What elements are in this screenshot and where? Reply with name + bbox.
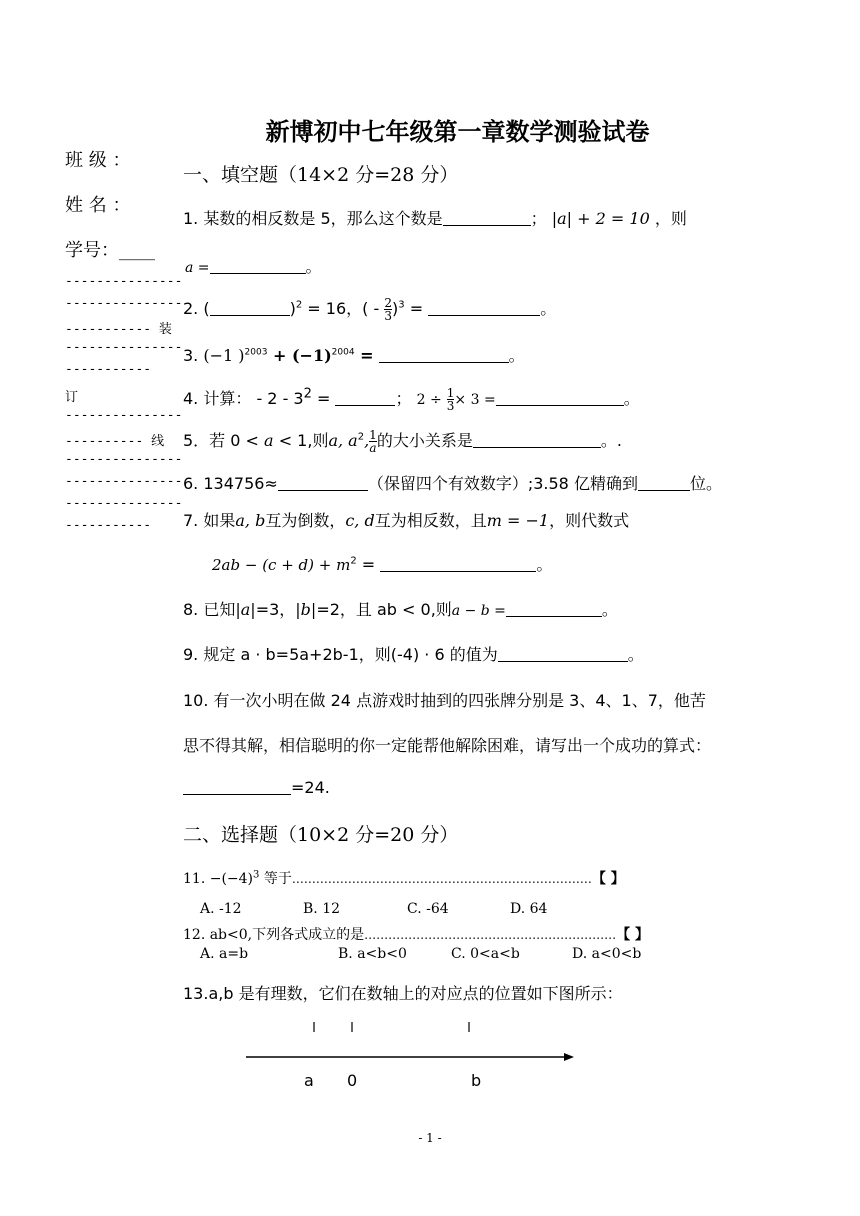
- q11-exp: 3: [253, 869, 260, 881]
- question-7: [183, 508, 629, 531]
- q2-exp-b: 3: [398, 299, 405, 311]
- q7-text-c: 互为相反数，且: [374, 511, 487, 530]
- class-label: 班 级 ：: [65, 150, 131, 171]
- q3-exp: 2003: [244, 347, 268, 358]
- q9-text: 9. 规定 a · b=5a+2b-1，则(-4) · 6 的值为: [183, 645, 498, 664]
- question-4: [183, 386, 640, 412]
- q7-m: m = −1: [486, 511, 550, 530]
- question-8: [183, 597, 618, 620]
- q3-num: 3.: [183, 346, 199, 365]
- q3-base-b: + (−1): [267, 346, 332, 365]
- q8-text: 8. 已知: [183, 600, 236, 619]
- answer-bracket: 【 】: [616, 927, 649, 943]
- q8-expr: a − b =: [451, 603, 506, 619]
- q7-text-b: 互为倒数，: [265, 511, 346, 530]
- q12-option-d: D. a<0<b: [572, 946, 642, 962]
- q4-text: 4. 计算： - 2 - 3: [183, 389, 304, 408]
- question-2: [183, 296, 556, 322]
- name-label: 姓 名 ：: [65, 195, 131, 216]
- q12-option-a: A. a=b: [200, 946, 249, 962]
- q5-text: 5．若 0 <: [183, 431, 259, 450]
- binding-line: -----------: [65, 362, 152, 377]
- answer-blank: [498, 645, 628, 662]
- answer-blank: [183, 778, 291, 795]
- leader-dots: …………………………………………………………………: [291, 872, 592, 886]
- q7-end: 。: [536, 555, 553, 574]
- q7-vars-cd: c, d: [345, 511, 375, 530]
- q2-end: 。: [540, 299, 557, 318]
- q7-eq: =: [356, 555, 376, 574]
- q1-text: 1. 某数的相反数是 5，那么这个数是: [183, 209, 443, 228]
- label-zero: 0: [347, 1071, 358, 1090]
- binding-line: ----------- 装: [65, 322, 172, 337]
- q4-exp: 2: [303, 386, 312, 402]
- q11-rest: 等于: [259, 871, 292, 887]
- q5-exp: 2: [357, 431, 365, 443]
- question-3: [183, 343, 525, 366]
- binding-line: ---------------: [65, 296, 183, 311]
- arrow-head: [564, 1053, 574, 1061]
- q6-text: 6. 134756≈: [183, 474, 278, 493]
- q6-text-b: （保留四个有效数字）;3.58 亿精确到: [367, 474, 638, 493]
- q3-exp-b: 2004: [331, 347, 355, 358]
- q12-option-b: B. a<b<0: [338, 946, 407, 962]
- section-heading-fill-blank: 一、填空题（14×2 分=28 分）: [183, 164, 459, 186]
- answer-blank: [210, 299, 290, 316]
- answer-blank: [379, 346, 509, 363]
- q10-end: =24.: [291, 778, 330, 797]
- q5-vars: a, a: [328, 431, 358, 450]
- answer-blank: [210, 257, 306, 274]
- q4-expr-b: × 3 =: [454, 392, 496, 408]
- numerator: 2: [384, 296, 392, 310]
- binding-line: 订: [65, 390, 79, 405]
- answer-blank: [380, 555, 536, 572]
- q2-text-b: = 16，( -: [302, 299, 380, 318]
- answer-blank: [335, 389, 395, 406]
- q5-comma: ,: [364, 431, 370, 450]
- denominator: a: [369, 441, 377, 455]
- q11-option-d: D. 64: [510, 901, 548, 917]
- numerator: 1: [369, 428, 377, 442]
- q8-text-c: =2，且 ab < 0,则: [316, 600, 452, 619]
- question-10-line1: 10. 有一次小明在做 24 点游戏时抽到的四张牌分别是 3、4、1、7，他苦: [183, 691, 706, 710]
- q7-exp: 2: [350, 555, 357, 567]
- q3-eq: =: [354, 346, 374, 365]
- binding-line: ---------------: [65, 496, 183, 511]
- q8-text-b: =3，: [255, 600, 296, 619]
- binding-line: ---------------: [65, 340, 183, 355]
- denominator: 3: [446, 399, 455, 413]
- q11-option-c: C. -64: [407, 901, 449, 917]
- binding-line: -----------: [65, 518, 152, 533]
- numerator: 1: [446, 386, 455, 400]
- question-10-line3: [183, 778, 330, 797]
- question-1-cont: [185, 254, 322, 277]
- denominator: 3: [384, 309, 392, 323]
- page-number: - 1 -: [418, 1131, 442, 1145]
- question-12: [183, 924, 649, 944]
- answer-bracket: 【 】: [591, 871, 625, 887]
- question-9: [183, 642, 644, 665]
- q2-paren-b: ): [392, 299, 399, 318]
- q4-expr: 2 ÷: [416, 392, 442, 408]
- q3-base: (−1 ): [203, 346, 245, 365]
- question-1: [183, 206, 687, 229]
- binding-line: ---------------: [65, 274, 183, 289]
- q11-option-b: B. 12: [303, 901, 341, 917]
- question-10-line2: 思不得其解，相信聪明的你一定能帮他解除困难，请写出一个成功的算式：: [183, 736, 712, 755]
- q5-text-b: < 1,则: [278, 431, 329, 450]
- q2-fraction: [384, 297, 392, 322]
- q7-expression: 2ab − (c + d) + m: [212, 556, 351, 574]
- q11-option-a: A. -12: [200, 901, 242, 917]
- answer-blank: [638, 474, 690, 491]
- q7-text: 7. 如果: [183, 511, 236, 530]
- q1-equation: |a| + 2 = 10: [551, 209, 650, 228]
- page-title: 新博初中七年级第一章数学测验试卷: [265, 117, 650, 146]
- q7-vars-ab: a, b: [235, 511, 266, 530]
- q9-end: 。: [627, 645, 644, 664]
- q5-end: 。.: [600, 431, 622, 450]
- q6-end: 位。: [689, 474, 722, 493]
- q12-stem: 12. ab<0,下列各式成立的是: [183, 927, 365, 943]
- q4-sep: ；: [395, 389, 412, 408]
- answer-blank: [278, 474, 368, 491]
- q12-option-c: C. 0<a<b: [451, 946, 520, 962]
- student-id-label: 学号：____: [65, 240, 155, 261]
- answer-blank: [496, 389, 624, 406]
- question-13: 13.a,b 是有理数，它们在数轴上的对应点的位置如下图所示：: [183, 984, 623, 1003]
- number-line: [240, 1018, 580, 1068]
- q11-stem: 11. −(−4): [183, 871, 254, 887]
- q4-end: 。: [623, 389, 640, 408]
- q8-end: 。: [601, 600, 618, 619]
- q4-eq: =: [311, 389, 331, 408]
- q7-text-d: ，则代数式: [549, 511, 630, 530]
- answer-blank: [506, 600, 602, 617]
- q1-sep: ；: [530, 209, 547, 228]
- leader-dots: ………………………………………………………: [364, 928, 617, 942]
- answer-blank: [473, 431, 601, 448]
- binding-line: ---------------: [65, 474, 183, 489]
- q2-text: 2. (: [183, 299, 210, 318]
- question-11: [183, 868, 625, 888]
- label-a: a: [304, 1071, 314, 1090]
- q1-then: ，则: [654, 209, 687, 228]
- q5-fraction: [369, 429, 377, 454]
- q1-a-eq: a =: [185, 260, 210, 276]
- binding-line: ---------------: [65, 408, 183, 423]
- q2-paren: ): [289, 299, 296, 318]
- q3-end: 。: [508, 346, 525, 365]
- answer-blank: [428, 299, 540, 316]
- q8-abs-a: |a|: [235, 600, 256, 619]
- q5-text-c: 的大小关系是: [376, 431, 473, 450]
- binding-line: ---------- 线: [65, 434, 165, 449]
- question-5: [183, 428, 622, 454]
- q1-end: 。: [305, 257, 322, 276]
- q2-eq: =: [404, 299, 424, 318]
- answer-blank: [443, 209, 531, 226]
- section-heading-multiple-choice: 二、选择题（10×2 分=20 分）: [183, 824, 459, 846]
- q2-exp: 2: [295, 299, 303, 311]
- question-6: [183, 471, 722, 494]
- question-7-expression: [212, 552, 552, 575]
- binding-line: ---------------: [65, 452, 183, 467]
- q5-var: a: [264, 431, 274, 450]
- label-b: b: [471, 1071, 482, 1090]
- q8-abs-b: |b|: [295, 600, 317, 619]
